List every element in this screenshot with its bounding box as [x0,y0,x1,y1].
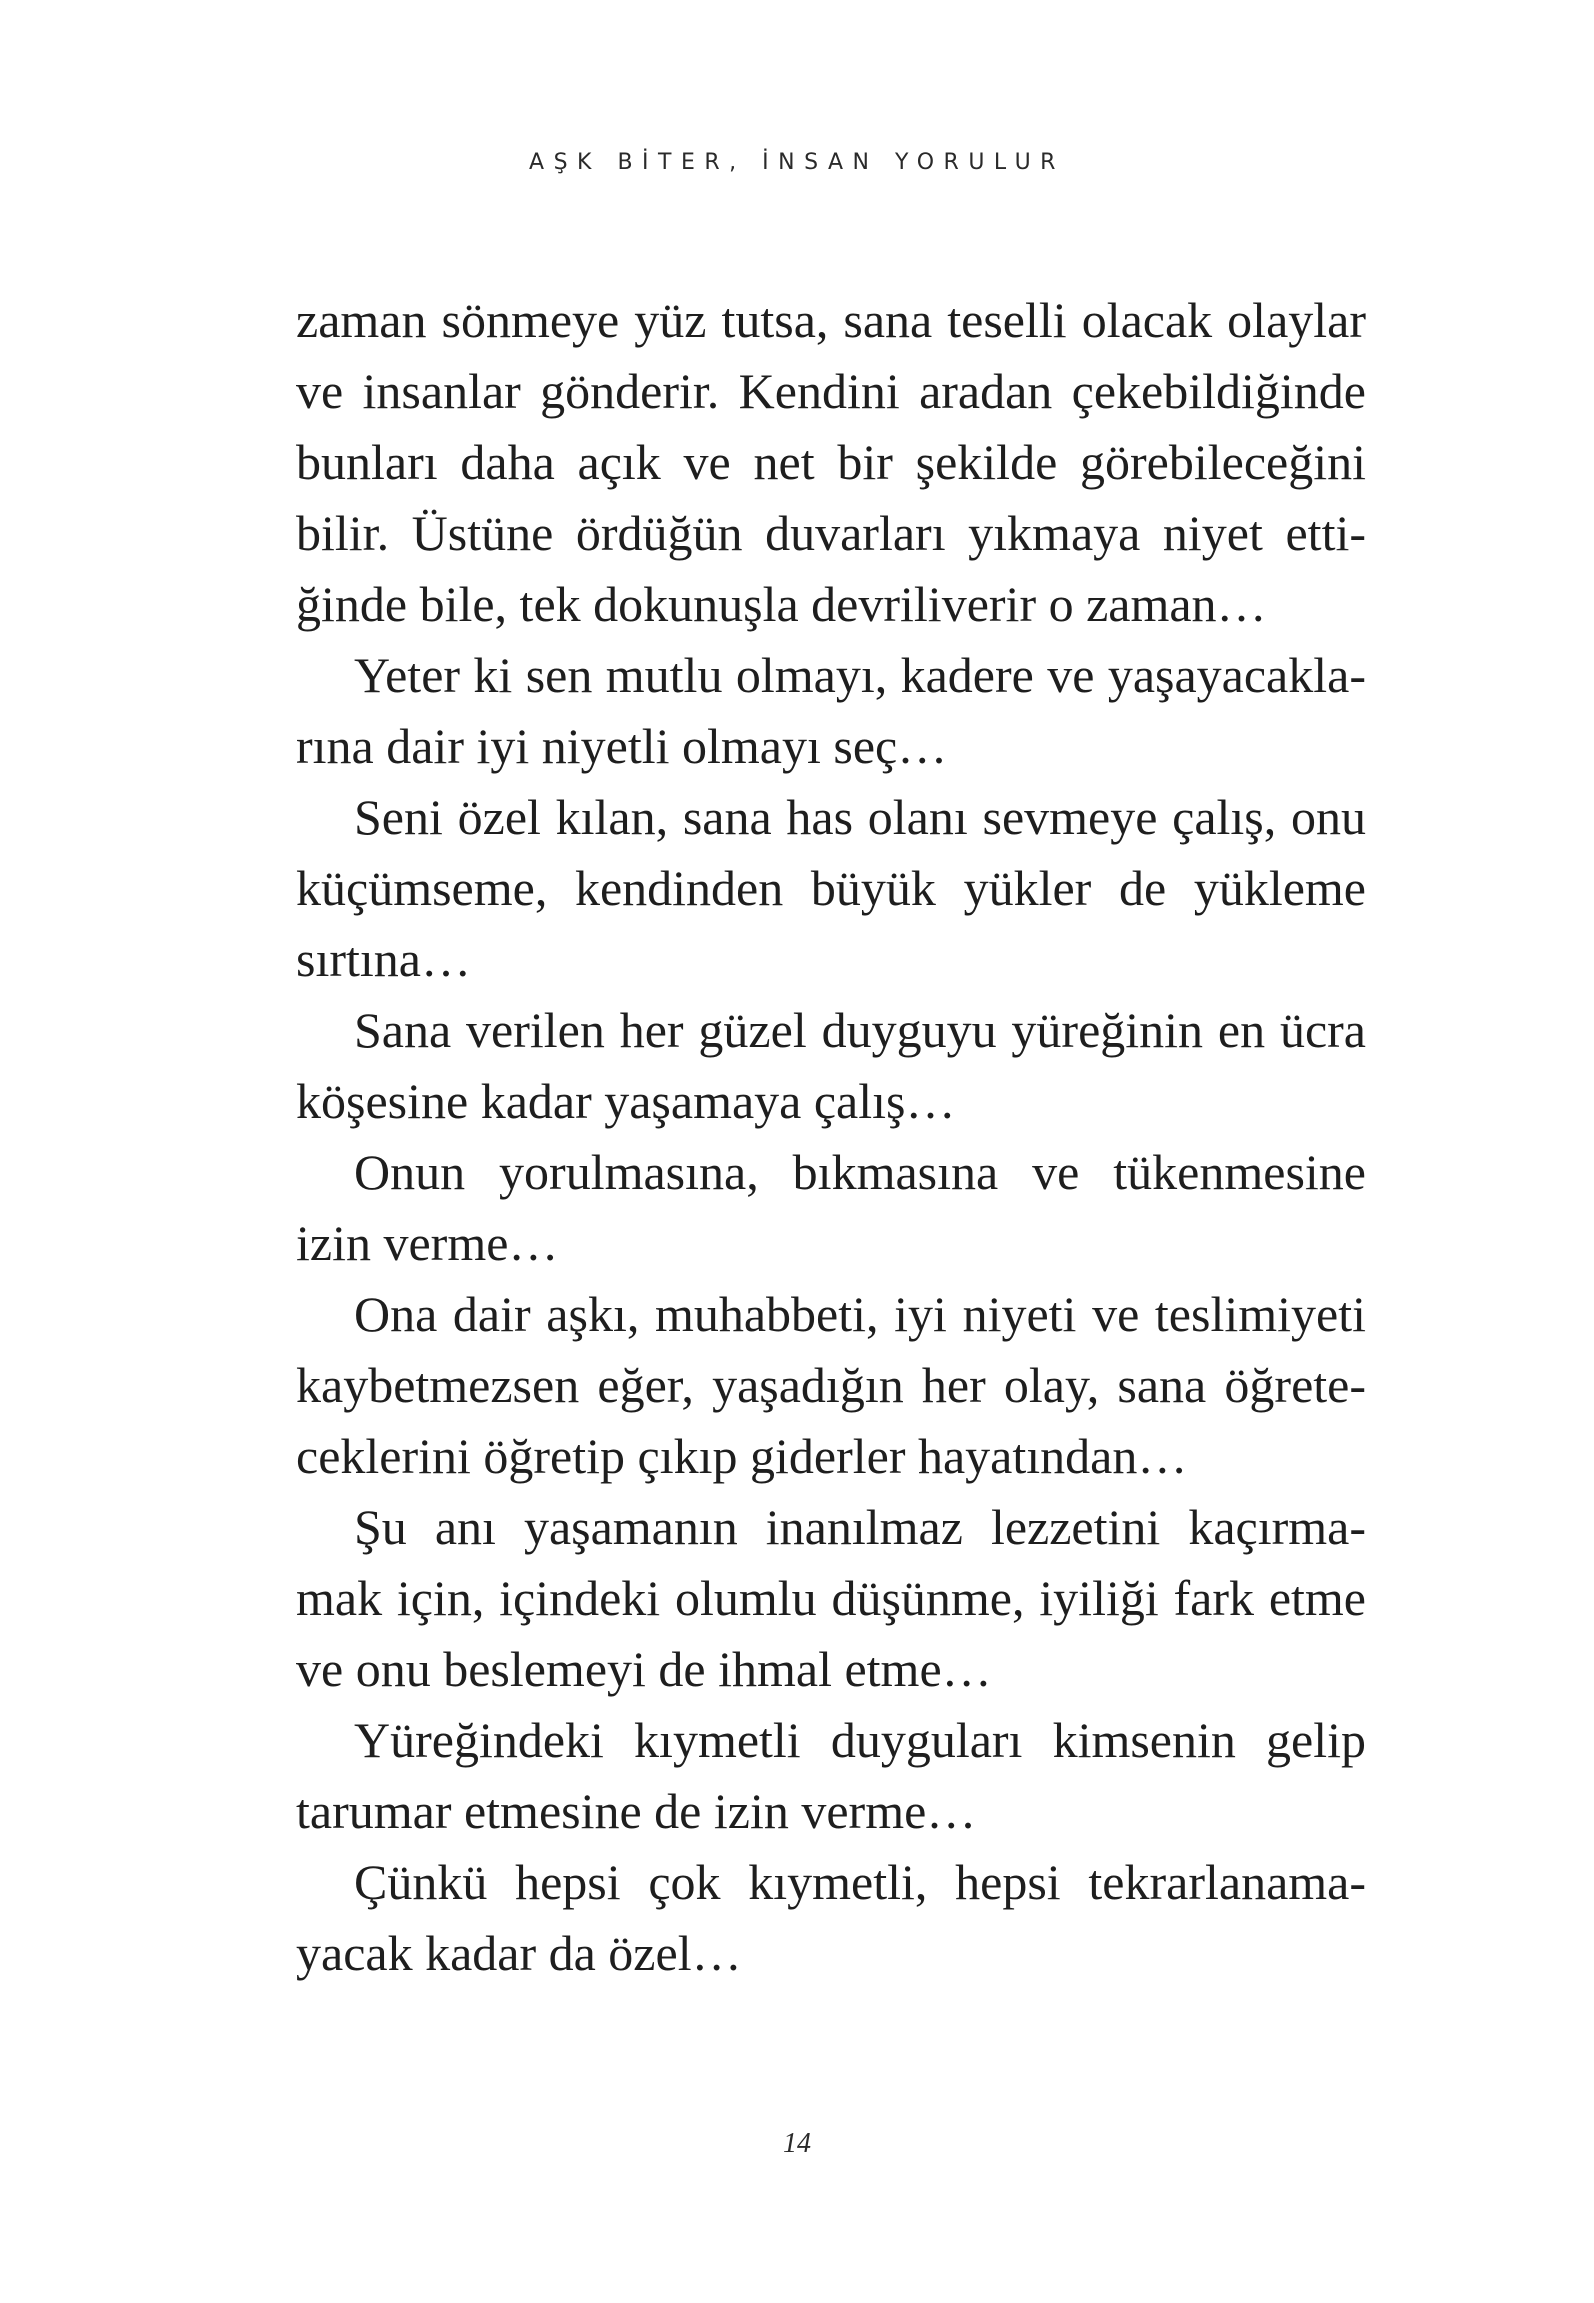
text-line: Çünkü hepsi çok kıymetli, hepsi tekrarlanama- [354,1854,1366,1910]
text-line: küçümseme, kendinden büyük yükler de yükleme [296,860,1366,916]
text-line: kaybetmezsen eğer, yaşadığın her olay, sana öğrete- [296,1357,1366,1413]
text-line: bunları daha açık ve net bir şekilde görebileceğini [296,434,1366,490]
text-line: zaman sönmeye yüz tutsa, sana teselli olacak olaylar [296,292,1366,348]
page-number: 14 [783,2128,811,2159]
text-line: sırtına… [296,931,471,987]
text-line: ceklerini öğretip çıkıp giderler hayatından… [296,1428,1188,1484]
text-line: ve onu beslemeyi de ihmal etme… [296,1641,992,1697]
text-line: bilir. Üstüne ördüğün duvarları yıkmaya niyet etti- [296,505,1366,561]
text-line: Şu anı yaşamanın inanılmaz lezzetini kaçırma- [354,1499,1366,1555]
text-line: Yüreğindeki kıymetli duyguları kimsenin gelip [354,1712,1366,1768]
text-line: Seni özel kılan, sana has olanı sevmeye çalış, onu [354,789,1366,845]
text-line: rına dair iyi niyetli olmayı seç… [296,718,948,774]
text-line: ve insanlar gönderir. Kendini aradan çekebildiğinde [296,363,1366,419]
text-line: Yeter ki sen mutlu olmayı, kadere ve yaşayacakla- [354,647,1366,703]
text-line: yacak kadar da özel… [296,1925,742,1981]
text-line: köşesine kadar yaşamaya çalış… [296,1073,956,1129]
text-line: tarumar etmesine de izin verme… [296,1783,977,1839]
running-header: AŞK BİTER, İNSAN YORULUR [529,150,1065,175]
body-text [296,285,1366,1989]
text-line: Ona dair aşkı, muhabbeti, iyi niyeti ve teslimiyeti [354,1286,1366,1342]
text-line: Onun yorulmasına, bıkmasına ve tükenmesine [354,1144,1366,1200]
text-line: mak için, içindeki olumlu düşünme, iyiliği fark etme [296,1570,1366,1626]
text-line: Sana verilen her güzel duyguyu yüreğinin en ücra [354,1002,1366,1058]
text-line: izin verme… [296,1215,559,1271]
text-line: ğinde bile, tek dokunuşla devriliverir o zaman… [296,576,1267,632]
